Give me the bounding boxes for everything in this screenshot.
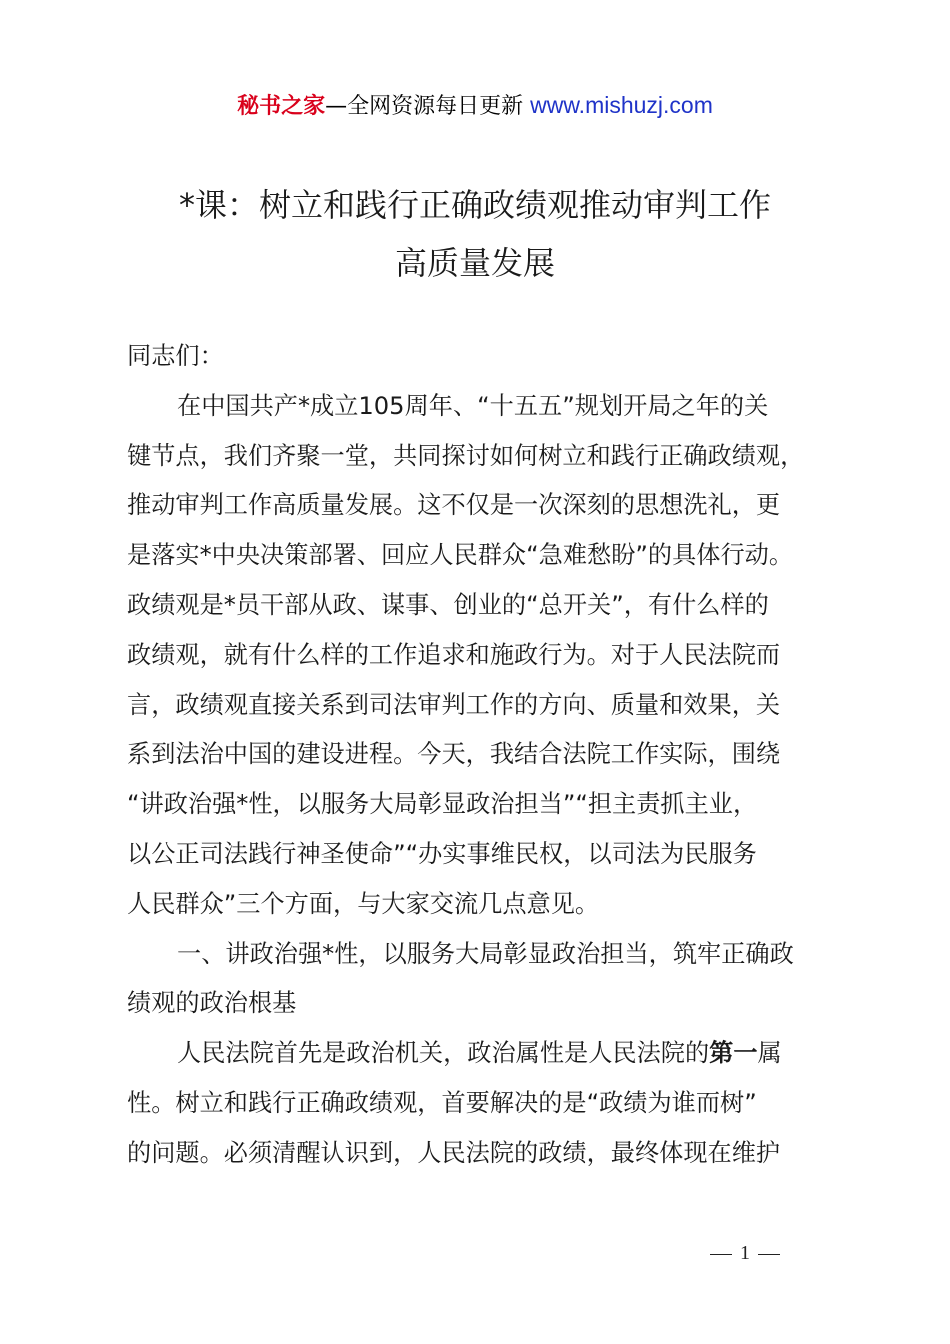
para2-text-post: 属 [757,1039,782,1068]
footer-dash-right [758,1254,780,1255]
body-line: 言，政绩观直接关系到司法审判工作的方向、质量和效果，关 [127,690,781,719]
header-url[interactable]: www.mishuzj.com [530,92,713,118]
body-line: 在中国共产*成立105周年、“十五五”规划开局之年的关 [177,391,769,420]
watermark-header [0,88,950,124]
body-line: 以公正司法践行神圣使命”“办实事维民权，以司法为民服务 [127,839,757,868]
document-body [127,332,837,1179]
salutation: 同志们： [127,342,224,370]
title-line-1: *课：树立和践行正确政绩观推动审判工作 [178,186,771,224]
body-line: “讲政治强*性，以服务大局彰显政治担当”“担主责抓主业， [127,790,758,819]
para2-text-pre: 人民法院首先是政治机关，政治属性是人民法院的 [177,1039,710,1068]
para2-text-bold: 第一 [709,1039,758,1068]
body-line: 是落实*中央决策部署、回应人民群众“急难愁盼”的具体行动。 [127,541,794,570]
page-number: 1 [740,1242,750,1264]
section-heading-line-2: 绩观的政治根基 [127,989,297,1018]
document-title [90,176,860,292]
brand-name: 秘书之家 [237,94,326,119]
footer-dash-left [710,1254,732,1255]
body-line: 键节点，我们齐聚一堂，共同探讨如何树立和践行正确政绩观， [127,441,805,470]
body-line: 性。树立和践行正确政绩观，首要解决的是“政绩为谁而树” [127,1088,757,1117]
body-line: 的问题。必须清醒认识到，人民法院的政绩，最终体现在维护 [127,1138,781,1167]
header-tagline: —全网资源每日更新 [325,94,531,119]
body-line: 系到法治中国的建设进程。今天，我结合法院工作实际，围绕 [127,740,781,769]
body-line: 人民群众”三个方面，与大家交流几点意见。 [127,889,600,918]
page-footer [700,1238,790,1268]
title-line-2: 高质量发展 [394,244,555,282]
body-line [127,1029,837,1079]
section-heading-line-1: 一、讲政治强*性，以服务大局彰显政治担当，筑牢正确政 [177,939,794,968]
body-line: 政绩观，就有什么样的工作追求和施政行为。对于人民法院而 [127,640,781,669]
body-line: 政绩观是*员干部从政、谋事、创业的“总开关”，有什么样的 [127,590,769,619]
body-line: 推动审判工作高质量发展。这不仅是一次深刻的思想洗礼，更 [127,491,781,520]
